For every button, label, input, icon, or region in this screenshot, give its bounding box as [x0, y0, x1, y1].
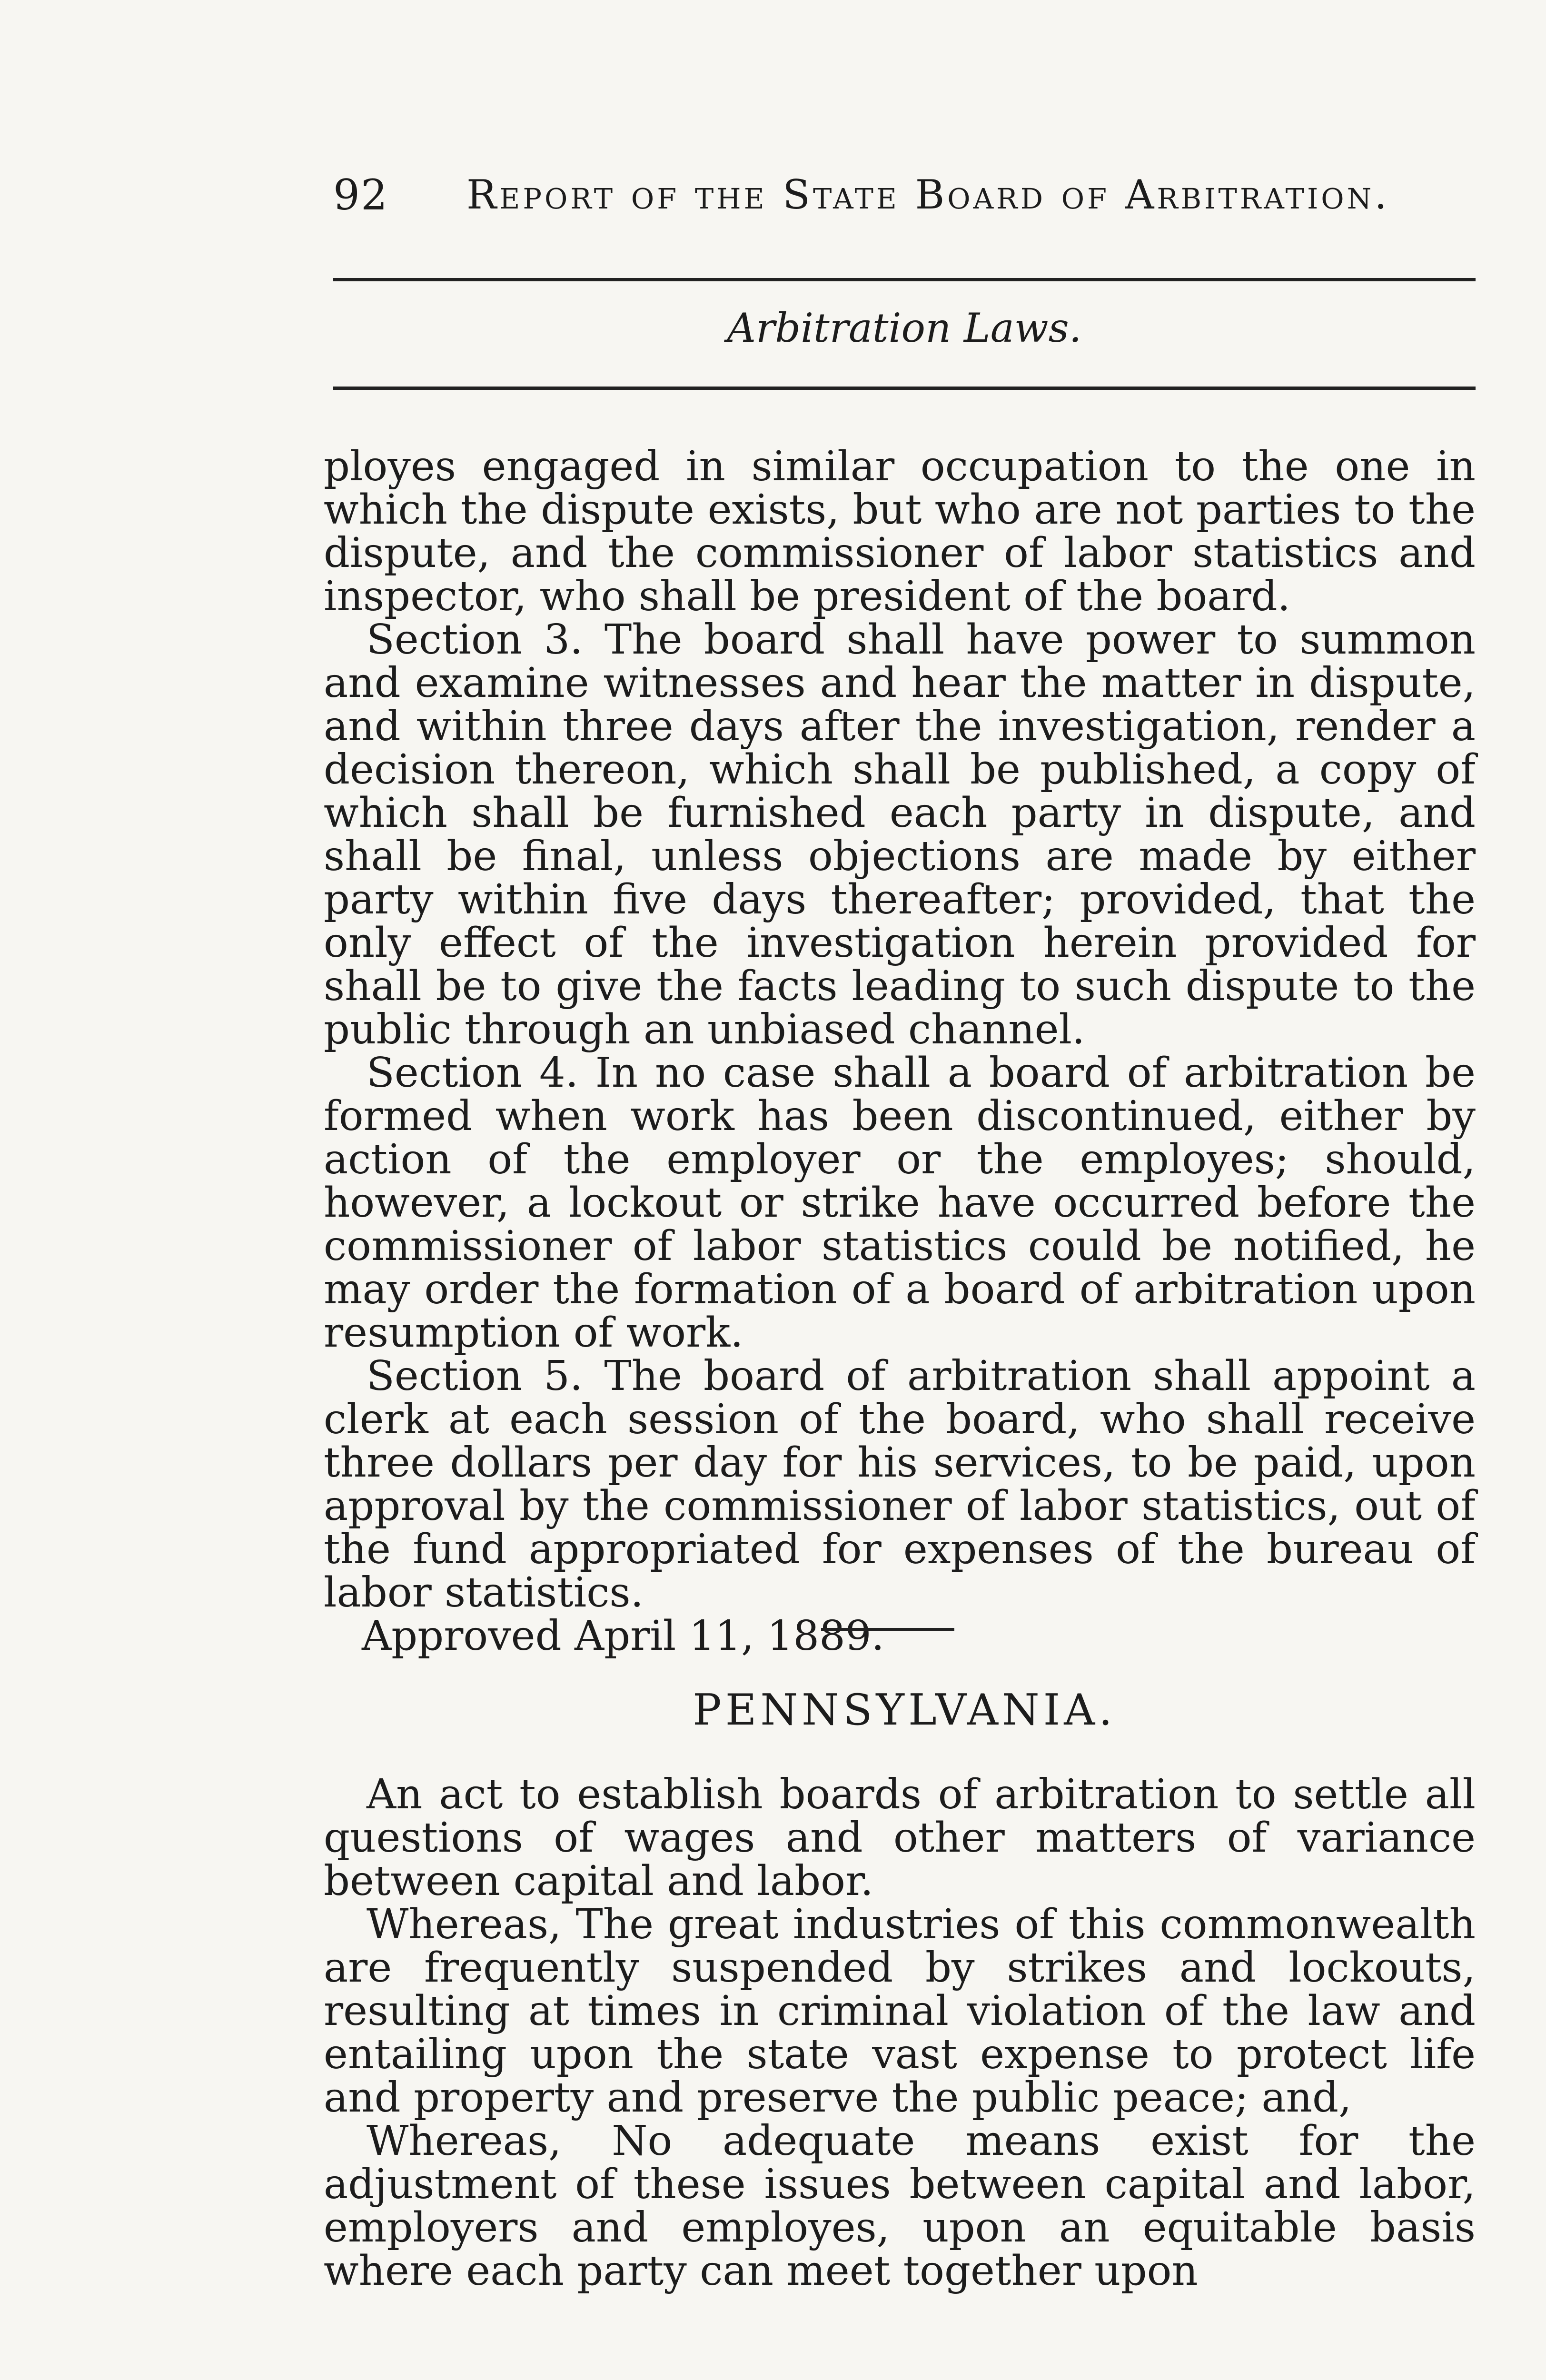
body-text-top: [324, 445, 1476, 1658]
paragraph-section-3: Section 3. The board shall have power to summon and examine witnesses and hear the matter in dispute, and within three days after the investigation, render a decision thereon, which shall be published, a copy of which shall be furnished each party in dispute, and shall be final, unless objections are made by either party within five days thereafter; provided, that the only effect of the investigation herein provided for shall be to give the facts leading to such dispute to the public through an unbiased channel.: [324, 616, 1476, 1053]
section-subheading: Arbitration Laws.: [727, 305, 1082, 351]
state-heading: PENNSYLVANIA.: [693, 1685, 1116, 1735]
header-rule-bottom: [333, 387, 1476, 390]
page-number: 92: [333, 170, 388, 219]
paragraph-continued: ployes engaged in similar occupation to the one in which the dispute exists, but who are not parties to the dispute, and the commissioner of labor statistics and inspector, who shall be president of the board.: [324, 443, 1476, 620]
running-title: Report of the State Board of Arbitration.: [466, 171, 1390, 218]
section-divider: [821, 1628, 954, 1631]
header-rule-top: [333, 278, 1476, 281]
approved-date: Approved April 11, 1889.: [362, 1612, 884, 1660]
body-text-bottom: [324, 1773, 1476, 2293]
page-header: [333, 162, 1476, 228]
paragraph-section-4: Section 4. In no case shall a board of arbitration be formed when work has been discontinued, either by action of the employer or the employes; should, however, a lockout or strike have occurred before the commissioner of labor statistics could be notified, he may order the formation of a board of arbitration upon resumption of work.: [324, 1049, 1476, 1357]
paragraph-section-5: Section 5. The board of arbitration shall appoint a clerk at each session of the board, who shall receive three dollars per day for his services, to be paid, upon approval by the commissioner of labor statistics, out of the fund appropriated for expenses of the bureau of labor statistics.: [324, 1352, 1476, 1616]
paragraph-whereas-1: Whereas, The great industries of this commonwealth are frequently suspended by strikes and lockouts, resulting at times in criminal violation of the law and entailing upon the state vast expense to protect life and property and preserve the public peace; and,: [324, 1901, 1476, 2122]
paragraph-whereas-2: Whereas, No adequate means exist for the adjustment of these issues between capital and labor, employers and employes, upon an equitable basis where each party can meet together upon: [324, 2117, 1476, 2295]
paragraph-act-title: An act to establish boards of arbitration to settle all questions of wages and other matters of variance between capital and labor.: [324, 1771, 1476, 1905]
